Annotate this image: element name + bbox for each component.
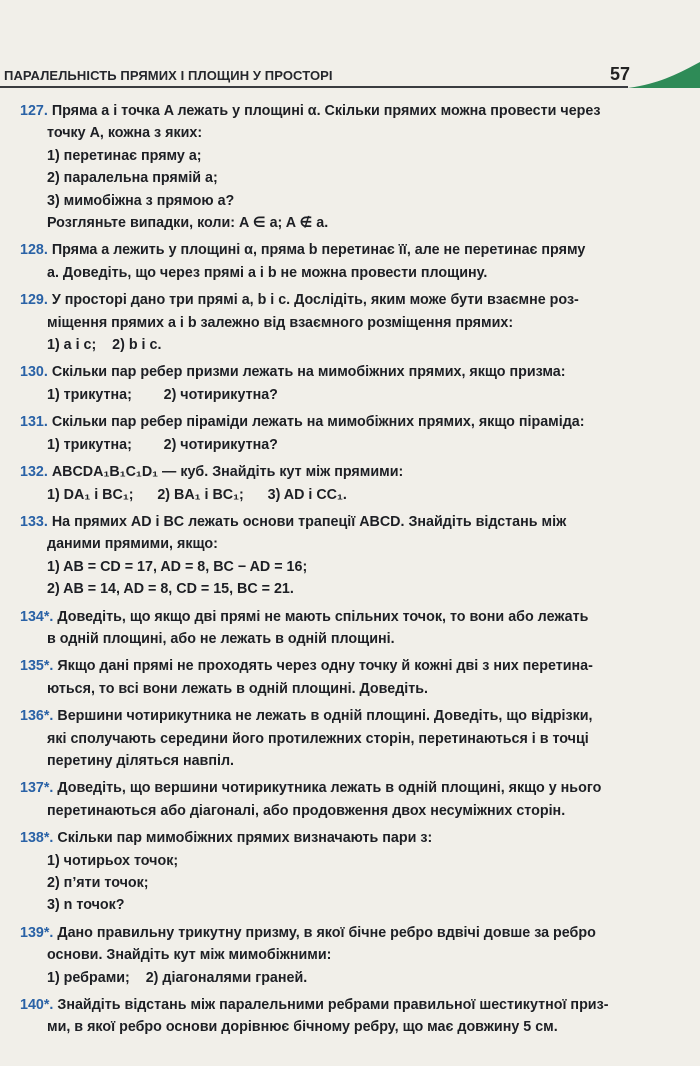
exercise-line-text: даними прямими, якщо: [47,536,218,553]
exercise-137 [0,777,700,822]
exercise-line-text: У просторі дано три прямі a, b і c. Дослідіть, яким може бути взаємне роз- [51,292,579,309]
exercise-line [0,167,700,189]
exercise-line [0,894,700,916]
exercise-line [0,1016,700,1038]
exercise-line-text: перетину діляться навпіл. [47,752,234,769]
exercise-136 [0,705,700,772]
exercise-line-text: 1) чотирьох точок; [47,852,179,869]
exercise-line-text: ми, в якої ребро основи дорівнює бічному ребру, що має довжину 5 см. [47,1019,558,1036]
exercise-line [0,533,700,555]
exercise-number: 133. [20,513,48,530]
exercise-line [0,750,700,772]
exercise-line-text: Скільки пар ребер піраміди лежать на мимобіжних прямих, якщо піраміда: [51,414,585,431]
exercise-132 [0,461,700,506]
exercise-line [0,578,700,600]
exercise-line-text: Розгляньте випадки, коли: A ∈ a; A ∉ a. [47,215,329,232]
exercise-text [0,606,700,628]
exercise-line [0,556,700,578]
exercise-line-text: 1) AB = CD = 17, AD = 8, BC − AD = 16; [47,558,308,575]
exercise-line [0,678,700,700]
exercise-line [0,944,700,966]
exercise-text [0,289,700,311]
exercise-text [0,511,700,533]
exercise-number: 130. [20,364,48,381]
exercise-number: 139*. [20,924,54,941]
exercise-line [0,872,700,894]
exercise-line-text: Вершини чотирикутника не лежать в одній площині. Доведіть, що відрізки, [57,708,593,725]
exercise-line-text: в одній площині, або не лежать в одній площині. [47,630,395,647]
exercise-line [0,850,700,872]
exercise-line-text: a. Доведіть, що через прямі a і b не можна провести площину. [47,264,488,281]
exercise-number: 135*. [20,658,54,675]
exercise-line [0,334,700,356]
exercise-line [0,728,700,750]
exercise-line-text: Скільки пар ребер призми лежать на мимобіжних прямих, якщо призма: [51,364,566,381]
exercise-line-text: перетинаються або діагоналі, або продовження двох несуміжних сторін. [47,802,566,819]
exercise-text [0,239,700,261]
exercise-line-text: 1) ребрами; 2) діагоналями граней. [47,969,308,986]
exercise-line [0,145,700,167]
exercise-line-text: ються, то всі вони лежать в одній площині. Доведіть. [47,680,429,697]
exercise-line-text: точку A, кожна з яких: [47,125,203,142]
header-rule [0,86,628,88]
exercise-text [0,361,700,383]
exercise-line [0,484,700,506]
exercise-line [0,122,700,144]
chapter-title: ПАРАЛЕЛЬНІСТЬ ПРЯМИХ І ПЛОЩИН У ПРОСТОРІ [4,68,333,83]
exercise-140 [0,994,700,1039]
exercise-text [0,655,700,677]
exercise-line-text: які сполучають середини його протилежних сторін, перетинаються і в точці [47,730,589,747]
exercise-line-text: Скільки пар мимобіжних прямих визначають пари з: [57,830,433,847]
exercise-line-text: основи. Знайдіть кут між мимобіжними: [47,947,332,964]
exercise-line [0,628,700,650]
exercise-line-text: 1) трикутна; 2) чотирикутна? [47,386,278,403]
exercise-text [0,461,700,483]
exercise-127 [0,100,700,234]
exercise-line-text: 1) перетинає пряму a; [47,147,202,164]
exercise-133 [0,511,700,601]
exercise-number: 127. [20,103,48,119]
exercise-text [0,922,700,944]
exercise-129 [0,289,700,356]
exercise-line-text: міщення прямих a і b залежно від взаємного розміщення прямих: [47,314,514,331]
exercise-line-text: 2) п’яти точок; [47,875,149,891]
exercise-line-text: 1) трикутна; 2) чотирикутна? [47,436,278,453]
exercise-135 [0,655,700,700]
exercise-text [0,100,700,122]
exercise-text [0,994,700,1016]
exercise-number: 128. [20,242,48,259]
exercise-131 [0,411,700,456]
exercise-line [0,967,700,989]
exercise-line [0,800,700,822]
page-number: 57 [610,64,631,84]
exercise-line-text: ABCDA₁B₁C₁D₁ — куб. Знайдіть кут між прямими: [51,464,404,481]
exercise-line-text: Пряма a і точка A лежать у площині α. Скільки прямих можна провести через [51,103,601,119]
problem-list [0,100,700,1044]
exercise-number: 136*. [20,708,54,725]
exercise-line-text: 1) a і c; 2) b і c. [47,337,162,354]
exercise-line-text: Якщо дані прямі не проходять через одну точку й кожні дві з них перетина- [57,658,593,675]
exercise-number: 132. [20,464,48,481]
exercise-number: 138*. [20,830,54,847]
exercise-line-text: 3) n точок? [47,897,125,914]
exercise-number: 140*. [20,997,54,1014]
exercise-text [0,705,700,727]
page-header [0,62,700,94]
exercise-text [0,827,700,849]
exercise-line-text: Доведіть, що якщо дві прямі не мають спільних точок, то вони або лежать [57,608,589,625]
exercise-line-text: 2) AB = 14, AD = 8, CD = 15, BC = 21. [47,581,294,598]
page-corner-wedge-icon [628,62,700,88]
exercise-line-text: Пряма a лежить у площині α, пряма b перетинає її, але не перетинає пряму [51,242,586,259]
exercise-number: 137*. [20,780,54,797]
exercise-line-text: Доведіть, що вершини чотирикутника лежать в одній площині, якщо у нього [57,780,602,797]
exercise-text [0,777,700,799]
exercise-line-text: 1) DA₁ і BC₁; 2) BA₁ і BC₁; 3) AD і CC₁. [47,486,347,503]
exercise-134 [0,606,700,651]
exercise-line [0,434,700,456]
exercise-number: 131. [20,414,48,431]
exercise-138 [0,827,700,917]
exercise-line-text: 3) мимобіжна з прямою a? [47,192,235,209]
exercise-line-text: 2) паралельна прямій a; [47,170,218,187]
exercise-number: 129. [20,292,48,309]
exercise-130 [0,361,700,406]
exercise-139 [0,922,700,989]
exercise-128 [0,239,700,284]
exercise-line-text: Дано правильну трикутну призму, в якої бічне ребро вдвічі довше за ребро [57,924,596,941]
exercise-line [0,212,700,234]
exercise-line [0,262,700,284]
exercise-line [0,384,700,406]
exercise-line [0,312,700,334]
exercise-line-text: На прямих AD і BC лежать основи трапеції ABCD. Знайдіть відстань між [51,513,567,530]
exercise-line-text: Знайдіть відстань між паралельними ребрами правильної шестикутної приз- [57,997,609,1014]
exercise-text [0,411,700,433]
exercise-number: 134*. [20,608,54,625]
exercise-line [0,190,700,212]
